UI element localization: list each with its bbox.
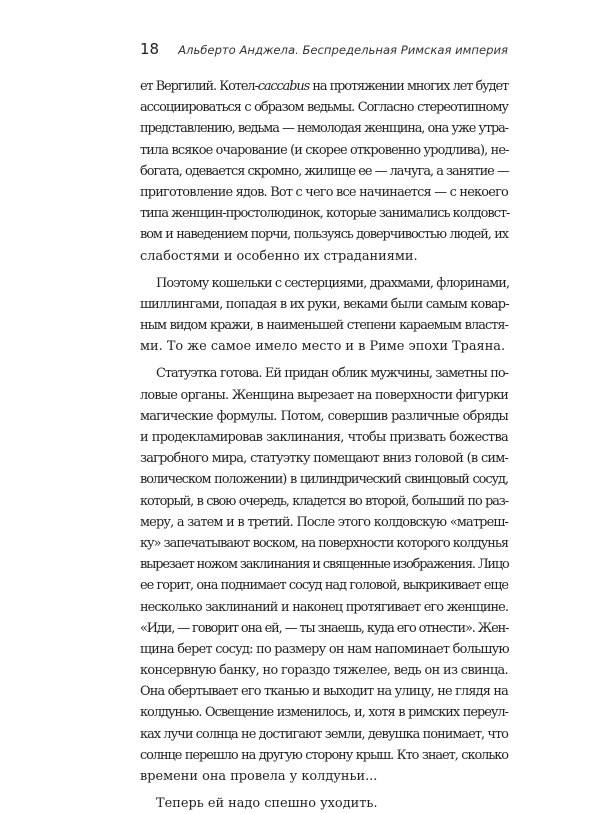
text-line: солнце перешло на другую сторону крыш. Кто знает, сколько xyxy=(140,747,508,763)
latin-term: caccabus xyxy=(257,79,310,94)
text-line: и продекламировав заклинания, чтобы призвать божества xyxy=(140,430,508,445)
text-line: вом и наведением порчи, пользуясь доверчивостью людей, их xyxy=(140,227,508,243)
text-line: слабостями и особенно их страданиями. xyxy=(140,248,418,264)
text-line: ках лучи солнца не достигают земли, девушка понимает, что xyxy=(140,726,508,742)
text-line: Теперь ей надо спешно уходить. xyxy=(156,796,378,812)
text-line: щина берет сосуд: по размеру он нам напоминает большую xyxy=(140,641,509,657)
text-line: ее горит, она поднимает сосуд над головой, выкрикивает еще xyxy=(140,578,508,594)
text-line: ловые органы. Женщина вырезает на поверхности фигурки xyxy=(140,387,508,403)
book-title-header: Альберто Анджела. Беспредельная Римская империя xyxy=(178,43,508,57)
body-text xyxy=(140,76,508,814)
text-line: ассоциироваться с образом ведьмы. Согласно стереотипному xyxy=(140,100,508,116)
text-line: ет Вергилий. Котел-caccabus на протяжении многих лет будет xyxy=(140,79,509,94)
text-line: Статуэтка готова. Ей придан облик мужчины, заметны по- xyxy=(156,366,508,382)
text-line: тила всякое очарование (и скорее откровенно уродлива), не- xyxy=(140,142,509,158)
text-line: ным видом кражи, в наименьшей степени караемым властя- xyxy=(140,318,508,334)
text-line: несколько заклинаний и наконец протягивает его женщине. xyxy=(140,599,508,615)
text-line: загробного мира, статуэтку помещают вниз головой (в сим- xyxy=(140,451,508,467)
text-line: типа женщин-простолюдинок, которые занимались колдовст- xyxy=(140,206,510,222)
text-line: колдунью. Освещение изменилось, и, хотя в римских переул- xyxy=(140,705,508,721)
text-line: вырезает ножом заклинания и священные изображения. Лицо xyxy=(140,557,509,573)
text-line: который, в свою очередь, кладется во второй, больший по раз- xyxy=(140,493,508,509)
text-line: консервную банку, но гораздо тяжелее, ведь он из свинца. xyxy=(140,663,508,679)
text-line: приготовление ядов. Вот с чего все начинается — с некоего xyxy=(140,184,508,200)
text-line: меру, а затем и в третий. После этого колдовскую «матреш- xyxy=(140,514,508,530)
text-line: ми. То же самое имело место и в Риме эпохи Траяна. xyxy=(140,339,506,355)
text-line: ку» запечатывают воском, на поверхности которого колдунья xyxy=(140,535,508,551)
text-line: Поэтому кошельки с сестерциями, драхмами, флоринами, xyxy=(156,275,510,291)
running-head xyxy=(140,38,508,62)
text-line: волическом положении) в цилиндрический свинцовый сосуд, xyxy=(140,472,508,488)
text-line: «Иди, — говорит она ей, — ты знаешь, куда его отнести». Жен- xyxy=(140,620,509,636)
text-line: времени она провела у колдуньи... xyxy=(140,769,378,784)
text-line: магические формулы. Потом, совершив различные обряды xyxy=(140,408,508,424)
text-line: Она обертывает его тканью и выходит на улицу, не глядя на xyxy=(140,684,508,700)
text-line: шиллингами, попадая в их руки, веками были самым ковар- xyxy=(140,296,509,312)
text-line: богата, одевается скромно, жилище ее — лачуга, а занятие — xyxy=(140,163,509,179)
page-number: 18 xyxy=(140,40,160,58)
text-line: представлению, ведьма — немолодая женщина, она уже утра- xyxy=(140,121,508,137)
